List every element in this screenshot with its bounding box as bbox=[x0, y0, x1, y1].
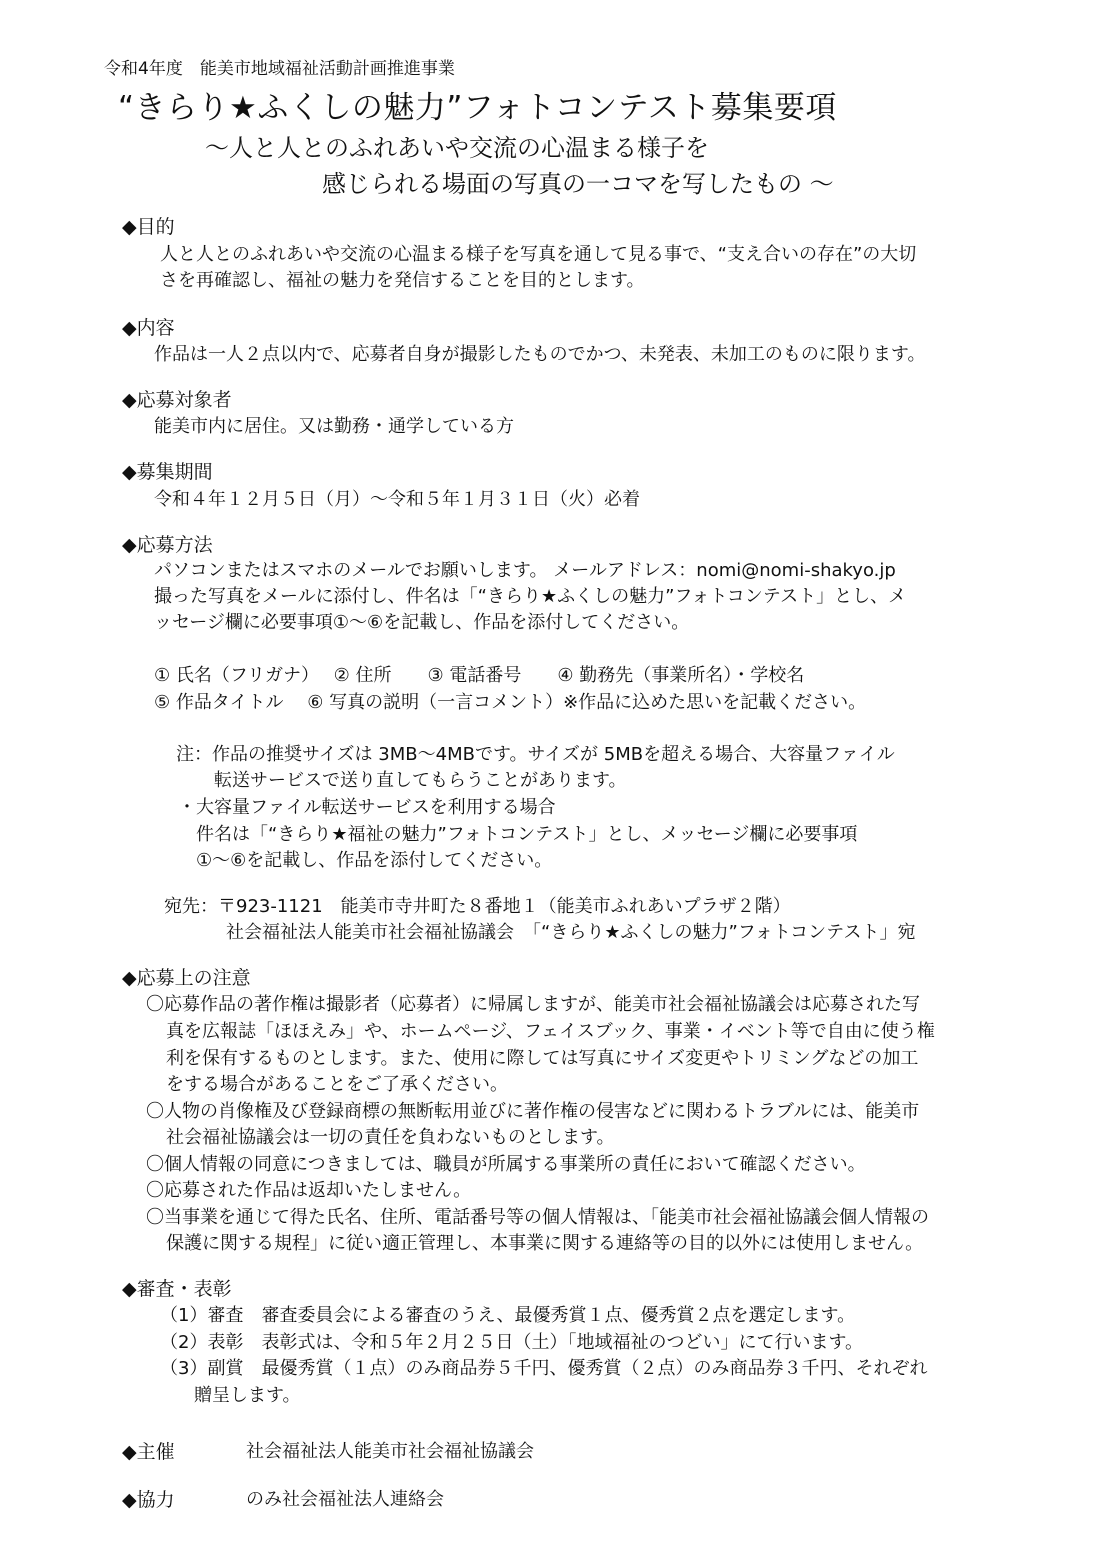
content-text: 作品は一人２点以内で、応募者自身が撮影したものでかつ、未発表、未加工のものに限ります。 bbox=[154, 344, 926, 365]
notes-text-line: 社会福祉協議会は一切の責任を負わないものとします。 bbox=[166, 1127, 615, 1148]
section-heading-eligibility: ◆応募対象者 bbox=[122, 389, 232, 411]
method-text-line: パソコンまたはスマホのメールでお願いします。 メールアドレス：nomi@nomi-shakyo.jp bbox=[154, 560, 896, 581]
section-heading-cooperation: ◆協力 bbox=[122, 1489, 175, 1511]
section-heading-purpose: ◆目的 bbox=[122, 216, 175, 238]
organizer-text: 社会福祉法人能美市社会福祉協議会 bbox=[246, 1441, 534, 1462]
notes-text-line: 真を広報誌「ほほえみ」や、ホームページ、フェイスブック、事業・イベント等で自由に使う権 bbox=[166, 1021, 935, 1042]
subtitle-line-1: ～人と人とのふれあいや交流の心温まる様子を bbox=[205, 134, 709, 162]
section-heading-organizer: ◆主催 bbox=[122, 1441, 175, 1463]
notes-text-line: 保護に関する規程」に従い適正管理し、本事業に関する連絡等の目的以外には使用しません。 bbox=[166, 1233, 924, 1254]
purpose-text-line: 人と人とのふれあいや交流の心温まる様子を写真を通して見る事で、“支え合いの存在”の大切 bbox=[160, 244, 917, 265]
method-text-line: 撮った写真をメールに添付し、件名は「“きらり★ふくしの魅力”フォトコンテスト」とし、メ bbox=[154, 586, 907, 607]
size-note-line: 注：作品の推奨サイズは 3MB～4MBです。サイズが 5MBを超える場合、大容量ファイル bbox=[176, 744, 895, 765]
address-line: 社会福祉法人能美市社会福祉協議会 「“きらり★ふくしの魅力”フォトコンテスト」宛 bbox=[226, 922, 916, 943]
section-heading-method: ◆応募方法 bbox=[122, 534, 213, 556]
section-heading-period: ◆募集期間 bbox=[122, 461, 213, 483]
notes-text-line: 〇当事業を通じて得た氏名、住所、電話番号等の個人情報は、「能美市社会福祉協議会個人情報の bbox=[146, 1207, 929, 1228]
required-items-row: ① 氏名（フリガナ） ② 住所 ③ 電話番号 ④ 勤務先（事業所名）・学校名 bbox=[154, 665, 805, 686]
period-text: 令和４年１２月５日（月）～令和５年１月３１日（火）必着 bbox=[154, 489, 640, 510]
page-title: “きらり★ふくしの魅力”フォトコンテスト募集要項 bbox=[118, 90, 837, 126]
notes-text-line: 〇人物の肖像権及び登録商標の無断転用並びに著作権の侵害などに関わるトラブルには、能美市 bbox=[146, 1101, 920, 1122]
judging-text-line: 贈呈します。 bbox=[194, 1385, 301, 1406]
transfer-note-line: 件名は「“きらり★福祉の魅力”フォトコンテスト」とし、メッセージ欄に必要事項 bbox=[196, 824, 858, 845]
address-line: 宛先：〒923-1121 能美市寺井町た８番地１（能美市ふれあいプラザ２階） bbox=[164, 896, 791, 917]
subtitle-line-2: 感じられる場面の写真の一コマを写したもの ～ bbox=[322, 170, 834, 198]
section-heading-content: ◆内容 bbox=[122, 317, 175, 339]
transfer-note-line: ①～⑥を記載し、作品を添付してください。 bbox=[196, 850, 553, 871]
purpose-text-line: さを再確認し、福祉の魅力を発信することを目的とします。 bbox=[160, 270, 645, 291]
program-header: 令和4年度 能美市地域福祉活動計画推進事業 bbox=[104, 59, 455, 79]
method-text-line: ッセージ欄に必要事項①～⑥を記載し、作品を添付してください。 bbox=[154, 612, 690, 633]
eligibility-text: 能美市内に居住。又は勤務・通学している方 bbox=[154, 416, 514, 437]
notes-text-line: をする場合があることをご了承ください。 bbox=[166, 1074, 508, 1095]
notes-text-line: 〇応募作品の著作権は撮影者（応募者）に帰属しますが、能美市社会福祉協議会は応募された写 bbox=[146, 994, 920, 1015]
cooperation-text: のみ社会福祉法人連絡会 bbox=[246, 1489, 444, 1510]
judging-text-line: （1）審査 審査委員会による審査のうえ、最優秀賞１点、優秀賞２点を選定します。 bbox=[160, 1305, 856, 1326]
required-items-row: ⑤ 作品タイトル ⑥ 写真の説明（一言コメント）※作品に込めた思いを記載ください。 bbox=[154, 692, 867, 713]
judging-text-line: （3）副賞 最優秀賞（１点）のみ商品券５千円、優秀賞（２点）のみ商品券３千円、それぞれ bbox=[160, 1358, 928, 1379]
section-heading-notes: ◆応募上の注意 bbox=[122, 967, 251, 989]
judging-text-line: （2）表彰 表彰式は、令和５年２月２５日（土）「地域福祉のつどい」にて行います。 bbox=[160, 1332, 864, 1353]
size-note-line: 転送サービスで送り直してもらうことがあります。 bbox=[214, 770, 627, 791]
notes-text-line: 〇応募された作品は返却いたしません。 bbox=[146, 1180, 472, 1201]
notes-text-line: 〇個人情報の同意につきましては、職員が所属する事業所の責任において確認ください。 bbox=[146, 1154, 866, 1175]
notes-text-line: 利を保有するものとします。また、使用に際しては写真にサイズ変更やトリミングなどの加工 bbox=[166, 1048, 919, 1069]
section-heading-judging: ◆審査・表彰 bbox=[122, 1278, 232, 1300]
transfer-note-line: ・大容量ファイル転送サービスを利用する場合 bbox=[178, 797, 556, 818]
